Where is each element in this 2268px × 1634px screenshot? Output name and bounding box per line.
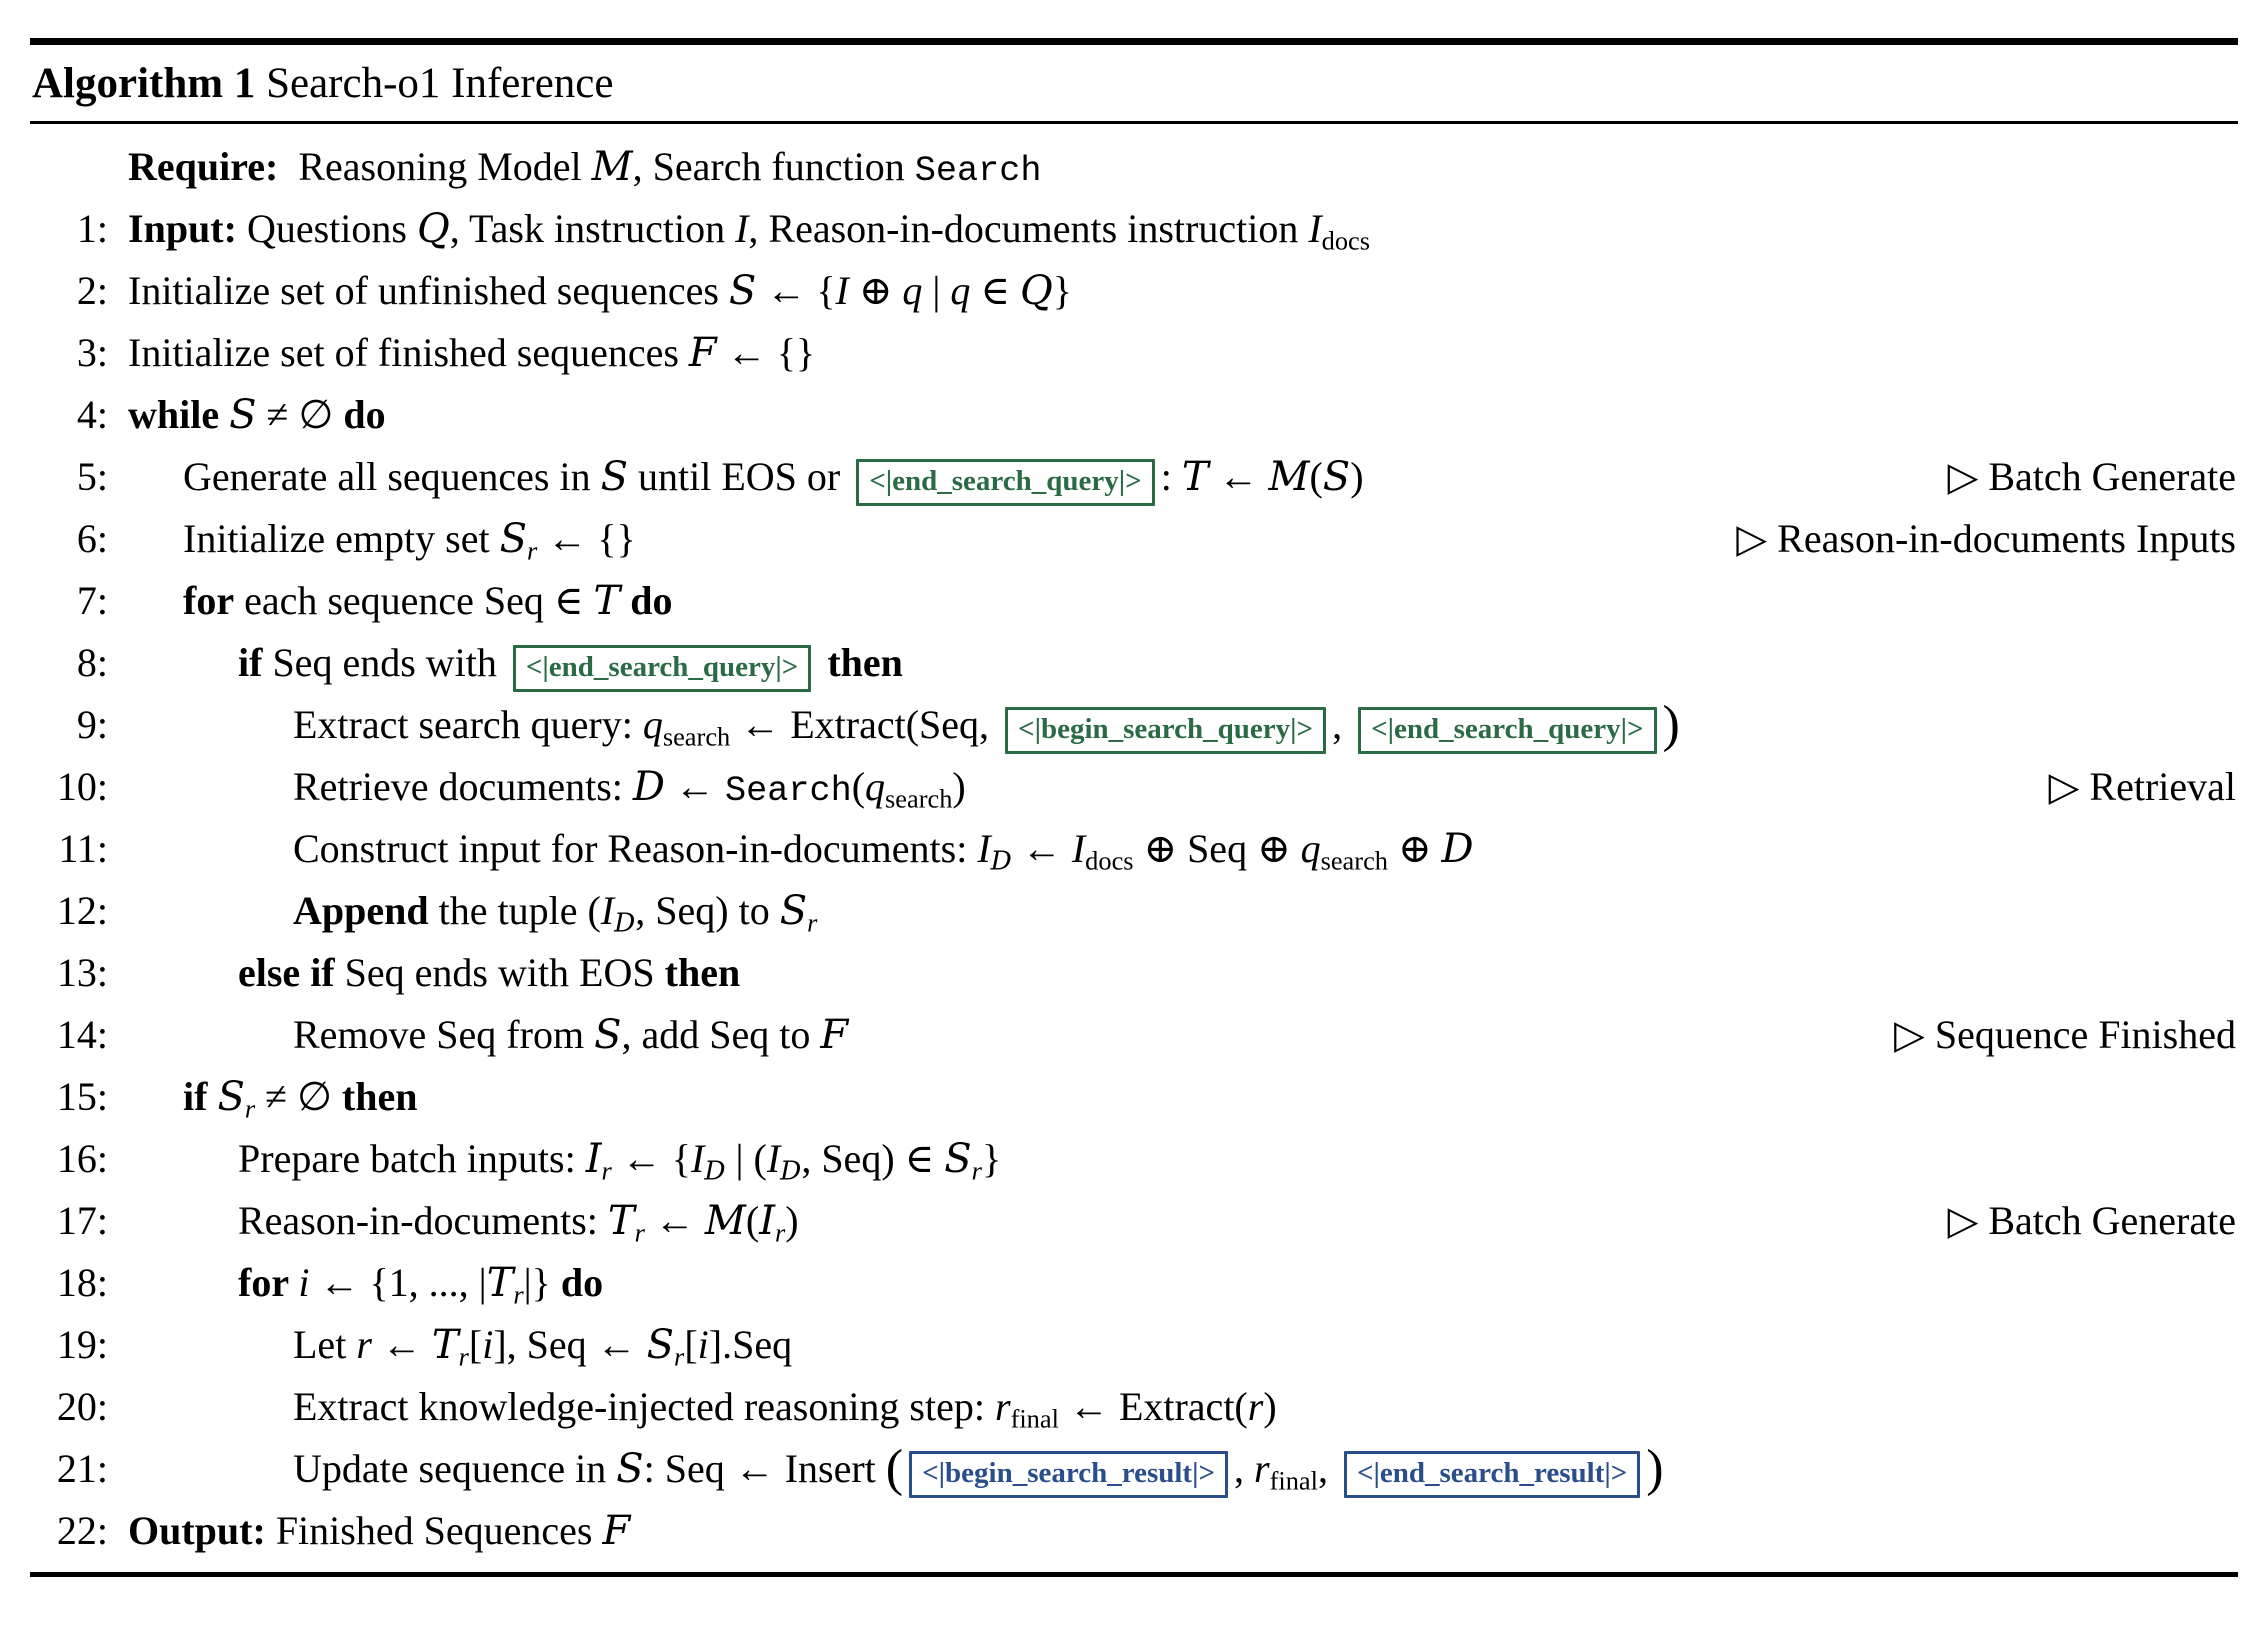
calligraphic-variable: F (688, 330, 717, 376)
subscript: r (674, 1341, 685, 1372)
line-number: 11: (58, 826, 108, 871)
calligraphic-variable: F (602, 1508, 631, 1554)
algorithm-line (30, 756, 2238, 818)
text-segment: ← (1011, 826, 1072, 871)
line-number: 22: (56, 1508, 108, 1553)
math-variable: q (642, 702, 663, 747)
algorithm-line (30, 322, 2238, 384)
text-segment: , Seq) to (635, 888, 780, 933)
line-number: 21: (56, 1446, 108, 1491)
line-number: 3: (76, 330, 108, 375)
text-segment: : Seq ← Insert (643, 1446, 886, 1491)
text-segment: | ( (725, 1136, 767, 1181)
text-segment: Seq ends with EOS (334, 950, 665, 995)
text-segment: ) (785, 1198, 799, 1243)
text-segment: , Search function (632, 144, 915, 189)
text-segment: ← {} (716, 330, 816, 375)
algorithm-line (30, 880, 2238, 942)
algorithm-line (30, 942, 2238, 1004)
calligraphic-variable: T (1181, 454, 1209, 500)
math-variable: q (950, 268, 971, 313)
line-number: 2: (76, 268, 108, 313)
keyword: for (238, 1260, 299, 1305)
keyword: else if (238, 950, 335, 995)
line-number: 8: (76, 640, 108, 685)
line-content (108, 446, 1364, 508)
text-segment: Seq ends with (262, 640, 507, 685)
line-content (108, 880, 817, 942)
text-segment: ← Extract( (1058, 1384, 1248, 1429)
text-segment: ← { (756, 268, 836, 313)
line-content (108, 322, 815, 384)
calligraphic-variable: S (217, 1074, 245, 1120)
math-variable: q (1300, 826, 1321, 871)
text-segment: ← (664, 764, 725, 809)
algorithm-body (30, 124, 2238, 1562)
text-segment: [ (684, 1322, 698, 1367)
text-segment: ) (1350, 454, 1364, 499)
calligraphic-variable: S (646, 1322, 675, 1368)
line-content (108, 384, 386, 446)
text-segment: | (922, 268, 951, 313)
math-variable: I (735, 206, 749, 251)
keyword: Input: (128, 206, 237, 251)
text-segment: Extract knowledge-injected reasoning step: (293, 1384, 995, 1429)
line-number: 20: (56, 1384, 108, 1429)
text-segment: [ (468, 1322, 483, 1367)
inline-comment: ▷ Batch Generate (1947, 454, 2236, 499)
line-number: 16: (56, 1136, 108, 1181)
calligraphic-variable: D (632, 764, 665, 810)
text-segment: ) (1263, 1384, 1277, 1429)
text-segment: , (1317, 1446, 1338, 1491)
text-segment: Let (293, 1322, 357, 1367)
line-content (108, 1314, 792, 1376)
calligraphic-variable: T (593, 578, 621, 624)
line-number: 13: (56, 950, 108, 995)
text-segment: ≠ ∅ (255, 1074, 342, 1119)
algorithm-title (30, 45, 2238, 109)
text-segment: , Seq) ∈ (801, 1136, 945, 1181)
algorithm-line (30, 1128, 2238, 1190)
math-variable: I (1308, 206, 1322, 251)
subscript: D (614, 907, 636, 939)
math-variable: q (865, 764, 886, 809)
algorithm-line (30, 1376, 2238, 1438)
algorithm-label: Algorithm 1 (32, 60, 256, 107)
calligraphic-variable: S (728, 268, 757, 314)
subscript: r (513, 1279, 524, 1310)
keyword: for (183, 578, 235, 623)
algorithm-line (30, 1066, 2238, 1128)
line-content (108, 1066, 418, 1128)
text-segment: Construct input for Reason-in-documents: (293, 826, 978, 871)
text-segment: Extract search query: (293, 702, 643, 747)
big-paren: ) (1646, 1440, 1664, 1498)
code-identifier: Search (724, 771, 852, 811)
top-rule (30, 38, 2238, 45)
text-segment: ( (745, 1198, 760, 1243)
subscript: docs (1321, 225, 1371, 256)
text-segment: ≠ ∅ (256, 392, 344, 437)
algorithm-line (30, 1438, 2238, 1500)
line-content (108, 694, 1680, 756)
keyword: Append (293, 888, 429, 933)
subscript: final (1010, 1403, 1059, 1434)
keyword: then (341, 1074, 418, 1119)
algorithm-line (30, 446, 2238, 508)
algorithm-line (30, 1190, 2238, 1252)
calligraphic-variable: F (820, 1012, 849, 1058)
calligraphic-variable: I (759, 1198, 775, 1244)
subscript: search (885, 783, 953, 814)
calligraphic-variable: M (704, 1198, 746, 1244)
text-segment: ∈ (970, 268, 1020, 313)
line-number: 6: (76, 516, 108, 561)
text-segment: Update sequence in (293, 1446, 617, 1491)
line-number: 1: (76, 206, 108, 251)
line-content (108, 942, 740, 1004)
calligraphic-variable: I (585, 1136, 602, 1182)
text-segment: ← Extract(Seq, (730, 702, 1000, 747)
math-variable: I (766, 1136, 781, 1181)
subscript: r (526, 535, 538, 566)
line-number: 17: (56, 1198, 108, 1243)
text-segment: } (1052, 268, 1072, 313)
line-content (108, 632, 903, 694)
text-segment: , (1332, 702, 1353, 747)
calligraphic-variable: T (607, 1198, 635, 1244)
algorithm-line (30, 260, 2238, 322)
keyword: then (827, 640, 903, 685)
calligraphic-variable: T (486, 1260, 514, 1306)
calligraphic-variable: S (779, 888, 808, 934)
algorithm-line (30, 818, 2238, 880)
inline-comment: ▷ Reason-in-documents Inputs (1736, 516, 2236, 561)
text-segment: ← { (611, 1136, 691, 1181)
special-token-green: <|end_search_query|> (1358, 707, 1656, 754)
text-segment (620, 578, 630, 623)
math-variable: I (835, 268, 849, 313)
inline-comment: ▷ Sequence Finished (1894, 1012, 2236, 1057)
text-segment: the tuple ( (428, 888, 601, 933)
line-number: 5: (76, 454, 108, 499)
code-identifier: Search (914, 151, 1042, 191)
text-segment: ← {} (537, 516, 636, 561)
text-segment: ) (952, 764, 966, 809)
subscript: r (971, 1155, 982, 1186)
line-content (108, 1376, 1277, 1438)
line-number: 19: (56, 1322, 108, 1367)
subscript: r (244, 1093, 256, 1124)
text-segment: Prepare batch inputs: (238, 1136, 586, 1181)
text-segment: Reason-in-documents: (238, 1198, 608, 1243)
line-content (108, 1438, 1664, 1500)
calligraphic-variable: S (600, 454, 628, 500)
line-number: 9: (76, 702, 108, 747)
line-number: 15: (56, 1074, 108, 1119)
special-token-blue: <|end_search_result|> (1344, 1451, 1640, 1498)
text-segment: ← {1, ..., | (309, 1260, 487, 1305)
line-content (108, 1500, 630, 1562)
text-segment: ⊕ (848, 268, 903, 313)
text-segment: ].Seq (708, 1322, 793, 1367)
subscript: D (990, 845, 1012, 877)
line-number: 14: (56, 1012, 108, 1057)
text-segment: ← (1208, 454, 1269, 499)
subscript: r (458, 1341, 469, 1372)
line-number: 12: (56, 888, 108, 933)
inline-comment: ▷ Batch Generate (1947, 1198, 2236, 1243)
calligraphic-variable: Q (416, 206, 450, 252)
subscript: r (775, 1217, 786, 1248)
inline-comment: ▷ Retrieval (2048, 764, 2236, 809)
keyword: if (238, 640, 263, 685)
algorithm-line (30, 1500, 2238, 1562)
math-variable: r (994, 1384, 1011, 1429)
calligraphic-variable: S (594, 1012, 622, 1058)
math-variable: I (1071, 826, 1086, 871)
keyword: if (183, 1074, 218, 1119)
special-token-blue: <|begin_search_result|> (909, 1451, 1228, 1498)
special-token-green: <|end_search_query|> (856, 459, 1154, 506)
keyword: do (343, 392, 386, 437)
algorithm-line (30, 198, 2238, 260)
algorithm-name: Search-o1 Inference (255, 60, 614, 107)
text-segment: Initialize set of finished sequences (128, 330, 689, 375)
text-segment: : (1160, 454, 1182, 499)
subscript: D (780, 1155, 802, 1187)
text-segment: Generate all sequences in (183, 454, 601, 499)
text-segment: } (981, 1136, 1002, 1181)
line-content (108, 136, 1041, 202)
special-token-green: <|end_search_query|> (513, 645, 811, 692)
text-segment: Finished Sequences (265, 1508, 603, 1553)
line-content (108, 198, 1370, 260)
algorithm-line (30, 694, 2238, 756)
text-segment (817, 640, 827, 685)
subscript: r (634, 1217, 645, 1248)
keyword: do (630, 578, 673, 623)
line-content (108, 508, 636, 570)
text-segment: Reasoning Model (278, 144, 592, 189)
line-content (108, 818, 1474, 880)
big-paren: ( (885, 1440, 904, 1498)
calligraphic-variable: S (616, 1446, 644, 1492)
line-number: 7: (76, 578, 108, 623)
line-content (108, 756, 966, 822)
line-content (108, 570, 672, 632)
text-segment: ( (1309, 454, 1323, 499)
text-segment: , Task instruction (449, 206, 736, 251)
algorithm-line (30, 1252, 2238, 1314)
text-segment: ⊕ Seq ⊕ (1133, 826, 1301, 871)
text-segment: ( (851, 764, 866, 809)
line-number: 4: (76, 392, 108, 437)
line-number: 10: (56, 764, 108, 809)
algorithm-line (30, 570, 2238, 632)
calligraphic-variable: S (499, 516, 527, 562)
text-segment: Remove Seq from (293, 1012, 595, 1057)
calligraphic-variable: M (591, 144, 633, 190)
text-segment: ⊕ (1387, 826, 1442, 871)
algorithm-line (30, 1004, 2238, 1066)
keyword: while (128, 392, 230, 437)
calligraphic-variable: T (431, 1322, 459, 1368)
line-number: 18: (56, 1260, 108, 1305)
subscript: docs (1085, 845, 1134, 876)
calligraphic-variable: S (944, 1136, 972, 1182)
keyword: then (664, 950, 741, 995)
text-segment: until EOS or (627, 454, 851, 499)
calligraphic-variable: M (1268, 454, 1310, 500)
math-variable: q (902, 268, 923, 313)
math-variable: i (298, 1260, 310, 1305)
algorithm-line (30, 136, 2238, 198)
calligraphic-variable: Q (1020, 268, 1053, 314)
text-segment: ← (371, 1322, 432, 1367)
line-content (108, 1004, 848, 1066)
algorithm-line (30, 384, 2238, 446)
text-segment: |} (523, 1260, 561, 1305)
calligraphic-variable: S (1322, 454, 1351, 500)
big-paren: ) (1662, 696, 1680, 754)
algorithm-line (30, 1314, 2238, 1376)
text-segment: , add Seq to (621, 1012, 821, 1057)
keyword: Require: (128, 144, 279, 189)
math-variable: i (697, 1322, 709, 1367)
text-segment: ← (644, 1198, 705, 1243)
text-segment: , (1234, 1446, 1254, 1491)
math-variable: r (1254, 1446, 1270, 1491)
calligraphic-variable: S (229, 392, 257, 438)
algorithm-line (30, 508, 2238, 570)
math-variable: I (977, 826, 991, 871)
text-segment: Initialize empty set (183, 516, 500, 561)
algorithm-line (30, 632, 2238, 694)
line-content (108, 1190, 799, 1252)
math-variable: I (690, 1136, 705, 1181)
line-content (108, 1252, 603, 1314)
text-segment: ], Seq ← (493, 1322, 647, 1367)
math-variable: I (600, 888, 615, 933)
special-token-green: <|begin_search_query|> (1005, 707, 1326, 754)
keyword: Output: (128, 1508, 266, 1553)
calligraphic-variable: D (1441, 826, 1474, 872)
text-segment: Questions (236, 206, 417, 251)
line-content (108, 1128, 1001, 1190)
math-variable: r (356, 1322, 372, 1367)
bottom-rule (30, 1572, 2238, 1577)
subscript: final (1269, 1465, 1318, 1496)
subscript: D (704, 1155, 726, 1187)
text-segment: Initialize set of unfinished sequences (128, 268, 729, 313)
subscript: search (662, 721, 731, 752)
math-variable: r (1247, 1384, 1264, 1429)
text-segment: Retrieve documents: (293, 764, 633, 809)
subscript: search (1320, 845, 1388, 876)
text-segment: each sequence Seq ∈ (234, 578, 594, 623)
text-segment: , Reason-in-documents instruction (748, 206, 1309, 251)
math-variable: i (482, 1322, 494, 1367)
keyword: do (560, 1260, 604, 1305)
subscript: r (601, 1155, 612, 1186)
line-content (108, 260, 1072, 322)
subscript: r (807, 907, 818, 938)
